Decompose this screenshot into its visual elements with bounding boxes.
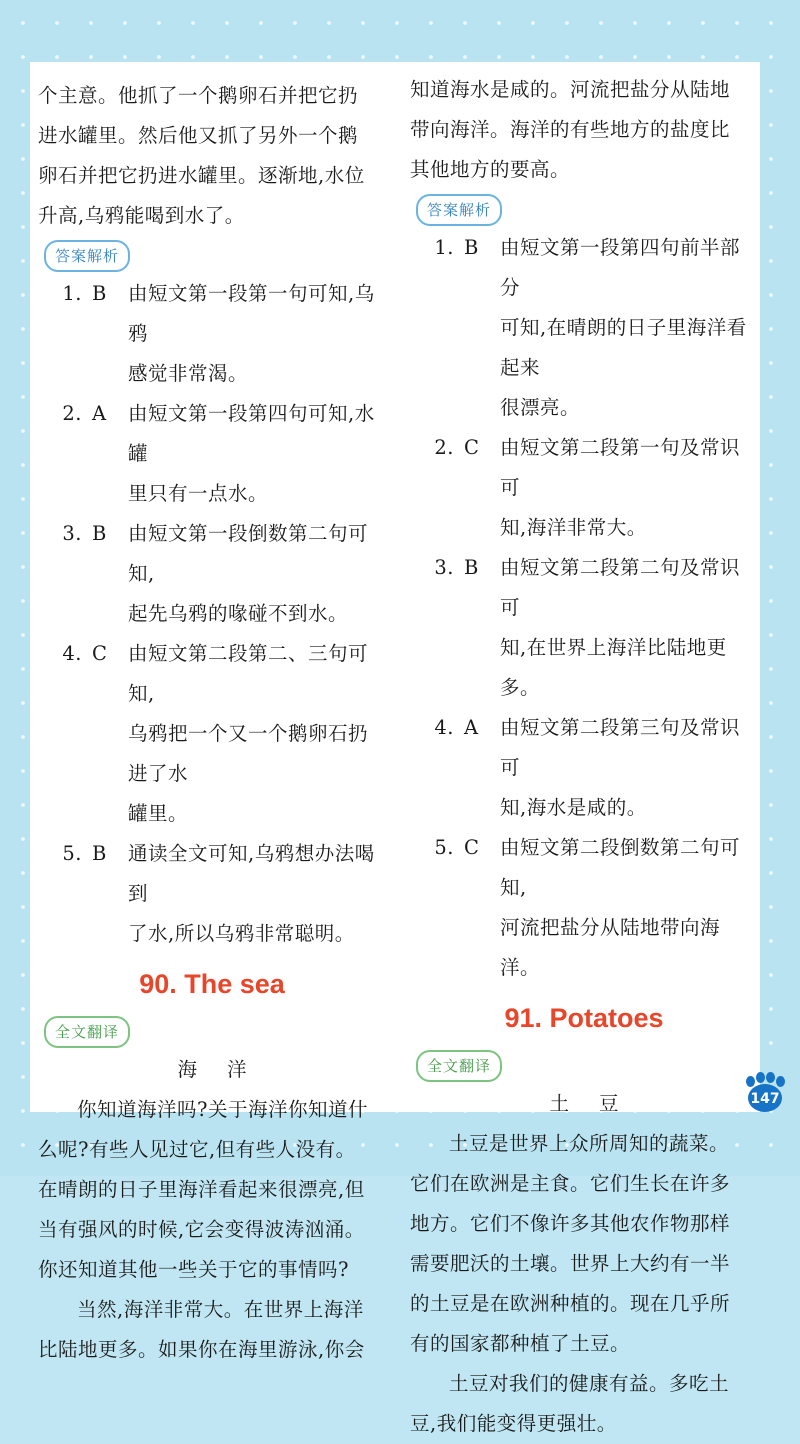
translation-title: 土豆 [549, 1092, 649, 1115]
answer-item [38, 394, 386, 514]
answer-letter: C [464, 436, 480, 459]
full-translation-badge: 全文翻译 [44, 1016, 130, 1048]
answer-analysis-badge: 答案解析 [416, 194, 502, 226]
answer-number: 3. [62, 522, 82, 545]
answer-number: 2. [62, 402, 82, 425]
answer-letter: B [92, 282, 107, 305]
right-intro-paragraph [410, 70, 758, 190]
text-line: 豆,我们能变得更强壮。 [410, 1412, 617, 1435]
answer-number: 2. [434, 436, 454, 459]
text-line: 知道海水是咸的。河流把盐分从陆地 [410, 78, 731, 101]
text-line: 罐里。 [128, 802, 189, 825]
text-line: 由短文第一段第一句可知,乌鸦 [128, 282, 375, 345]
answer-item [410, 228, 758, 428]
section-heading: 90. The sea [139, 969, 285, 999]
answer-list [410, 228, 758, 988]
answer-explanation [500, 228, 758, 428]
answer-item [38, 634, 386, 834]
text-line: 比陆地更多。如果你在海里游泳,你会 [38, 1338, 365, 1361]
answer-number: 1. [62, 282, 82, 305]
text-line: 起先乌鸦的喙碰不到水。 [128, 602, 349, 625]
answer-letter: B [92, 842, 107, 865]
full-translation-badge: 全文翻译 [416, 1050, 502, 1082]
answer-explanation [128, 634, 386, 834]
text-line: 在晴朗的日子里海洋看起来很漂亮,但 [38, 1178, 365, 1201]
text-line: 当然,海洋非常大。在世界上海洋 [77, 1298, 364, 1321]
text-line: 卵石并把它扔进水罐里。逐渐地,水位 [38, 164, 365, 187]
left-intro-paragraph [38, 76, 386, 236]
answer-explanation [500, 708, 758, 828]
text-line: 它们在欧洲是主食。它们生长在许多 [410, 1172, 731, 1195]
answer-letter: C [92, 642, 108, 665]
text-line: 进水罐里。然后他又抓了另外一个鹅 [38, 124, 359, 147]
text-line: 地方。它们不像许多其他农作物那样 [410, 1212, 731, 1235]
paw-toe-icon [776, 1076, 785, 1087]
answer-letter: A [92, 402, 107, 425]
text-line: 当有强风的时候,它会变得波涛汹涌。 [38, 1218, 365, 1241]
text-line: 里只有一点水。 [128, 482, 269, 505]
answer-explanation [128, 274, 386, 394]
text-line: 有的国家都种植了土豆。 [410, 1332, 631, 1355]
text-line: 由短文第一段倒数第二句可知, [128, 522, 369, 585]
translation-paragraph [410, 1364, 758, 1444]
paw-toe-icon [766, 1072, 775, 1083]
text-line: 么呢?有些人见过它,但有些人没有。 [38, 1138, 356, 1161]
answer-item [38, 514, 386, 634]
paw-toe-icon [746, 1076, 755, 1087]
answer-item [410, 548, 758, 708]
text-line: 了水,所以乌鸦非常聪明。 [128, 922, 355, 945]
page-number: 147 [748, 1084, 782, 1112]
text-line: 河流把盐分从陆地带向海洋。 [500, 916, 721, 979]
text-line: 知,在世界上海洋比陆地更多。 [500, 636, 727, 699]
answer-explanation [500, 428, 758, 548]
answer-item [38, 834, 386, 954]
text-line: 需要肥沃的土壤。世界上大约有一半 [410, 1252, 731, 1275]
text-line: 带向海洋。海洋的有些地方的盐度比 [410, 118, 731, 141]
paw-toe-icon [756, 1072, 765, 1083]
answer-number: 4. [434, 716, 454, 739]
answer-item [410, 828, 758, 988]
text-line: 由短文第一段第四句可知,水罐 [128, 402, 375, 465]
text-line: 由短文第一段第四句前半部分 [500, 236, 741, 299]
answer-letter: B [464, 236, 479, 259]
text-line: 由短文第二段第一句及常识可 [500, 436, 741, 499]
page-number-badge [744, 1072, 786, 1114]
right-column [410, 70, 758, 1444]
answer-number: 3. [434, 556, 454, 579]
translation-paragraph [410, 1124, 758, 1364]
text-line: 通读全文可知,乌鸦想办法喝到 [128, 842, 375, 905]
text-line: 个主意。他抓了一个鹅卵石并把它扔 [38, 84, 359, 107]
page-content [30, 62, 760, 1435]
answer-number: 4. [62, 642, 82, 665]
translation-paragraph [38, 1090, 386, 1290]
text-line: 的土豆是在欧洲种植的。现在几乎所 [410, 1292, 731, 1315]
text-line: 升高,乌鸦能喝到水了。 [38, 204, 245, 227]
text-line: 土豆是世界上众所周知的蔬菜。 [449, 1132, 730, 1155]
answer-analysis-badge: 答案解析 [44, 240, 130, 272]
answer-letter: C [464, 836, 480, 859]
answer-item [38, 274, 386, 394]
text-line: 你知道海洋吗?关于海洋你知道什 [77, 1098, 368, 1121]
translation-title: 海洋 [177, 1058, 277, 1081]
answer-letter: B [464, 556, 479, 579]
text-line: 你还知道其他一些关于它的事情吗? [38, 1258, 349, 1281]
text-line: 土豆对我们的健康有益。多吃土 [449, 1372, 730, 1395]
answer-number: 1. [434, 236, 454, 259]
answer-explanation [128, 834, 386, 954]
text-line: 感觉非常渴。 [128, 362, 249, 385]
answer-number: 5. [62, 842, 82, 865]
answer-item [410, 428, 758, 548]
text-line: 知,海水是咸的。 [500, 796, 647, 819]
text-line: 很漂亮。 [500, 396, 581, 419]
answer-explanation [128, 394, 386, 514]
text-line: 可知,在晴朗的日子里海洋看起来 [500, 316, 747, 379]
answer-explanation [500, 548, 758, 708]
answer-explanation [128, 514, 386, 634]
text-line: 由短文第二段第三句及常识可 [500, 716, 741, 779]
answer-letter: A [464, 716, 479, 739]
answer-item [410, 708, 758, 828]
answer-number: 5. [434, 836, 454, 859]
answer-list [38, 274, 386, 954]
text-line: 由短文第二段第二句及常识可 [500, 556, 741, 619]
text-line: 由短文第二段倒数第二句可知, [500, 836, 741, 899]
section-heading: 91. Potatoes [504, 1003, 664, 1033]
text-line: 由短文第二段第二、三句可知, [128, 642, 369, 705]
text-line: 乌鸦把一个又一个鹅卵石扔进了水 [128, 722, 369, 785]
answer-explanation [500, 828, 758, 988]
text-line: 其他地方的要高。 [410, 158, 571, 181]
text-line: 知,海洋非常大。 [500, 516, 647, 539]
translation-paragraph [38, 1290, 386, 1370]
answer-letter: B [92, 522, 107, 545]
